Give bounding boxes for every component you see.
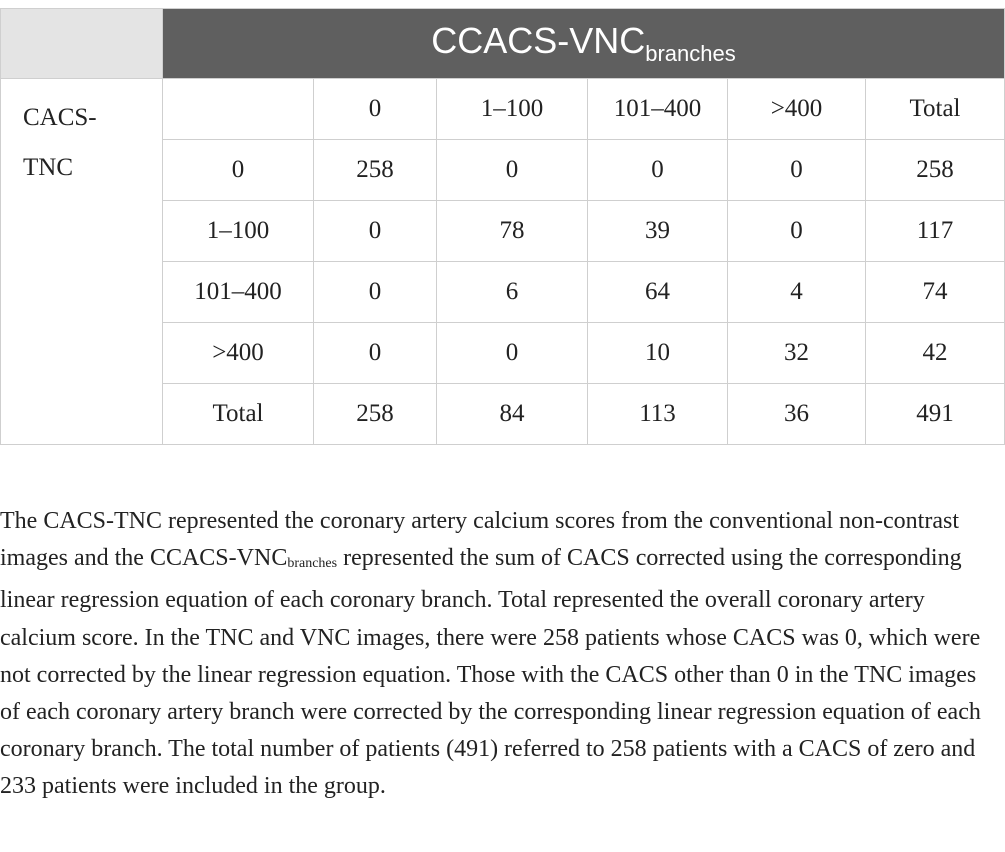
table-cell: 0 [728, 140, 866, 201]
column-header: >400 [728, 79, 866, 140]
table-header-row [1, 9, 1005, 79]
row-label: Total [163, 384, 314, 445]
table-cell: 0 [314, 201, 437, 262]
table-cell: 117 [866, 201, 1005, 262]
table-cell: 113 [588, 384, 728, 445]
footnote-part2: represented the sum of CACS corrected using the corresponding linear regression equation of each coronary branch. Total represented the overall coronary artery calcium score. In the TNC and VNC images, there were 258 patients whose CACS was 0, which were not corrected by the linear regression equation. Those with the CACS other than 0 in the TNC images of each coronary artery branch were corrected by the corresponding linear regression equation of each coronary branch. The total number of patients (491) referred to 258 patients with a CACS of zero and 233 patients were included in the group. [0, 545, 981, 800]
row-group-label [1, 79, 163, 445]
footnote-part1: The CACS-TNC represented the coronary artery calcium scores from the conventional non-contrast images and the CCACS-VNC [0, 508, 960, 572]
table-cell: 39 [588, 201, 728, 262]
table-cell: 4 [728, 262, 866, 323]
row-label: >400 [163, 323, 314, 384]
table-cell: 78 [437, 201, 588, 262]
table-cell: 42 [866, 323, 1005, 384]
table-cell: 6 [437, 262, 588, 323]
row-label: 1–100 [163, 201, 314, 262]
table-cell: 32 [728, 323, 866, 384]
table-cell: 0 [314, 262, 437, 323]
table-cell: 64 [588, 262, 728, 323]
table-cell: 491 [866, 384, 1005, 445]
footnote-subscript: branches [287, 556, 338, 572]
table-cell: 74 [866, 262, 1005, 323]
table-cell: 258 [314, 384, 437, 445]
row-label: 0 [163, 140, 314, 201]
table-cell: 0 [314, 323, 437, 384]
table-cell: 0 [437, 140, 588, 201]
column-header-row [1, 79, 1005, 140]
row-label: 101–400 [163, 262, 314, 323]
table-cell: 0 [588, 140, 728, 201]
title-main: CCACS-VNC [431, 20, 646, 61]
table-cell: 0 [437, 323, 588, 384]
title-subscript: branches [645, 41, 736, 66]
row-group-label-line2: TNC [23, 154, 73, 181]
column-header: 101–400 [588, 79, 728, 140]
table-cell: 36 [728, 384, 866, 445]
cross-tab-table [0, 8, 1005, 445]
table-cell: 258 [314, 140, 437, 201]
column-header: 1–100 [437, 79, 588, 140]
header-empty-cell [1, 9, 163, 79]
row-group-label-line1: CACS- [23, 104, 97, 131]
column-header: 0 [314, 79, 437, 140]
table-title [163, 9, 1005, 79]
column-header: Total [866, 79, 1005, 140]
table-cell: 258 [866, 140, 1005, 201]
table-cell: 84 [437, 384, 588, 445]
table-cell: 10 [588, 323, 728, 384]
table-footnote [0, 503, 1000, 806]
column-header-blank [163, 79, 314, 140]
table-cell: 0 [728, 201, 866, 262]
